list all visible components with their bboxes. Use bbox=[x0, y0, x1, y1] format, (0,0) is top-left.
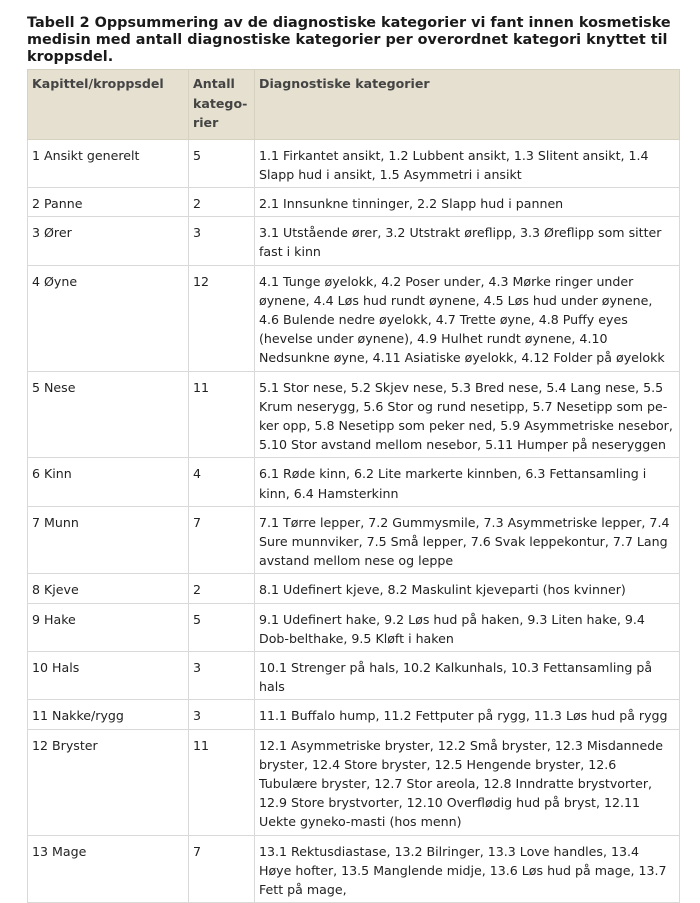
cell-part: 7 Munn bbox=[28, 506, 189, 574]
table-row bbox=[28, 458, 680, 506]
cell-part: 6 Kinn bbox=[28, 458, 189, 506]
cell-categories: 13.1 Rektusdiastase, 13.2 Bilringer, 13.3 Love handles, 13.4 Høye hofter, 13.5 Manglende midje, 13.6 Løs hud på mage, 13.7 Fett på mage, bbox=[255, 835, 680, 903]
cell-count: 2 bbox=[189, 574, 255, 603]
cell-count: 11 bbox=[189, 729, 255, 835]
table-row bbox=[28, 729, 680, 835]
cell-categories: 8.1 Udefinert kjeve, 8.2 Maskulint kjeveparti (hos kvinner) bbox=[255, 574, 680, 603]
cell-count: 12 bbox=[189, 265, 255, 371]
diagnostic-categories-table bbox=[27, 69, 680, 903]
cell-part: 10 Hals bbox=[28, 651, 189, 699]
cell-part: 13 Mage bbox=[28, 835, 189, 903]
cell-count: 7 bbox=[189, 506, 255, 574]
cell-categories: 7.1 Tørre lepper, 7.2 Gummysmile, 7.3 Asymmetriske lepper, 7.4 Sure munnviker, 7.5 Små lepper, 7.6 Svak leppekontur, 7.7 Lang avstand mellom nese og leppe bbox=[255, 506, 680, 574]
table-row bbox=[28, 265, 680, 371]
table-row bbox=[28, 835, 680, 903]
cell-categories: 5.1 Stor nese, 5.2 Skjev nese, 5.3 Bred nese, 5.4 Lang nese, 5.5 Krum neserygg, 5.6 Stor og rund nesetipp, 5.7 Nesetipp som pe-ker opp, 5.8 Nesetipp som peker ned, 5.9 Asymmetriske nesebor, 5.10 Stor avstand mellom nesebor, 5.11 Humper på neseryggen bbox=[255, 371, 680, 458]
cell-part: 5 Nese bbox=[28, 371, 189, 458]
table-row bbox=[28, 700, 680, 729]
cell-part: 3 Ører bbox=[28, 217, 189, 265]
cell-categories: 9.1 Udefinert hake, 9.2 Løs hud på haken, 9.3 Liten hake, 9.4 Dob-belthake, 9.5 Kløft i haken bbox=[255, 603, 680, 651]
cell-part: 9 Hake bbox=[28, 603, 189, 651]
cell-count: 11 bbox=[189, 371, 255, 458]
cell-categories: 1.1 Firkantet ansikt, 1.2 Lubbent ansikt, 1.3 Slitent ansikt, 1.4 Slapp hud i ansikt, 1.5 Asymmetri i ansikt bbox=[255, 139, 680, 187]
cell-categories: 4.1 Tunge øyelokk, 4.2 Poser under, 4.3 Mørke ringer under øynene, 4.4 Løs hud rundt øynene, 4.5 Løs hud under øynene, 4.6 Bulende nedre øyelokk, 4.7 Trette øyne, 4.8 Puffy eyes (hevelse under øynene), 4.9 Hulhet rundt øynene, 4.10 Nedsunkne øyne, 4.11 Asiatiske øyelokk, 4.12 Folder på øyelokk bbox=[255, 265, 680, 371]
cell-count: 5 bbox=[189, 603, 255, 651]
header-count: Antall katego- rier bbox=[189, 70, 255, 140]
cell-part: 1 Ansikt generelt bbox=[28, 139, 189, 187]
cell-categories: 10.1 Strenger på hals, 10.2 Kalkunhals, 10.3 Fettansamling på hals bbox=[255, 651, 680, 699]
cell-count: 3 bbox=[189, 700, 255, 729]
cell-categories: 11.1 Buffalo hump, 11.2 Fettputer på rygg, 11.3 Løs hud på rygg bbox=[255, 700, 680, 729]
cell-part: 11 Nakke/rygg bbox=[28, 700, 189, 729]
table-row bbox=[28, 651, 680, 699]
table-row bbox=[28, 603, 680, 651]
cell-categories: 3.1 Utstående ører, 3.2 Utstrakt øreflipp, 3.3 Øreflipp som sitter fast i kinn bbox=[255, 217, 680, 265]
table-row bbox=[28, 574, 680, 603]
cell-categories: 6.1 Røde kinn, 6.2 Lite markerte kinnben, 6.3 Fettansamling i kinn, 6.4 Hamsterkinn bbox=[255, 458, 680, 506]
cell-part: 2 Panne bbox=[28, 187, 189, 216]
cell-categories: 2.1 Innsunkne tinninger, 2.2 Slapp hud i pannen bbox=[255, 187, 680, 216]
cell-count: 2 bbox=[189, 187, 255, 216]
cell-categories: 12.1 Asymmetriske bryster, 12.2 Små bryster, 12.3 Misdannede bryster, 12.4 Store bryster, 12.5 Hengende bryster, 12.6 Tubulære bryster, 12.7 Stor areola, 12.8 Inndratte brystvorter, 12.9 Store brystvorter, 12.10 Overflødig hud på bryst, 12.11 Uekte gyneko-masti (hos menn) bbox=[255, 729, 680, 835]
table-body bbox=[28, 139, 680, 903]
cell-count: 4 bbox=[189, 458, 255, 506]
table-caption: Tabell 2 Oppsummering av de diagnostiske kategorier vi fant innen kosmetiske medisin med antall diagnostiske kategorier per overordnet kategori knyttet til kroppsdel. bbox=[27, 15, 671, 65]
cell-part: 4 Øyne bbox=[28, 265, 189, 371]
cell-count: 7 bbox=[189, 835, 255, 903]
cell-part: 12 Bryster bbox=[28, 729, 189, 835]
header-row bbox=[28, 70, 680, 140]
cell-count: 3 bbox=[189, 651, 255, 699]
table-row bbox=[28, 371, 680, 458]
table-row bbox=[28, 139, 680, 187]
table-header bbox=[28, 70, 680, 140]
table-row bbox=[28, 217, 680, 265]
header-chapter: Kapittel/kroppsdel bbox=[28, 70, 189, 140]
cell-count: 5 bbox=[189, 139, 255, 187]
table-row bbox=[28, 506, 680, 574]
table-row bbox=[28, 187, 680, 216]
header-categories: Diagnostiske kategorier bbox=[255, 70, 680, 140]
cell-part: 8 Kjeve bbox=[28, 574, 189, 603]
cell-count: 3 bbox=[189, 217, 255, 265]
